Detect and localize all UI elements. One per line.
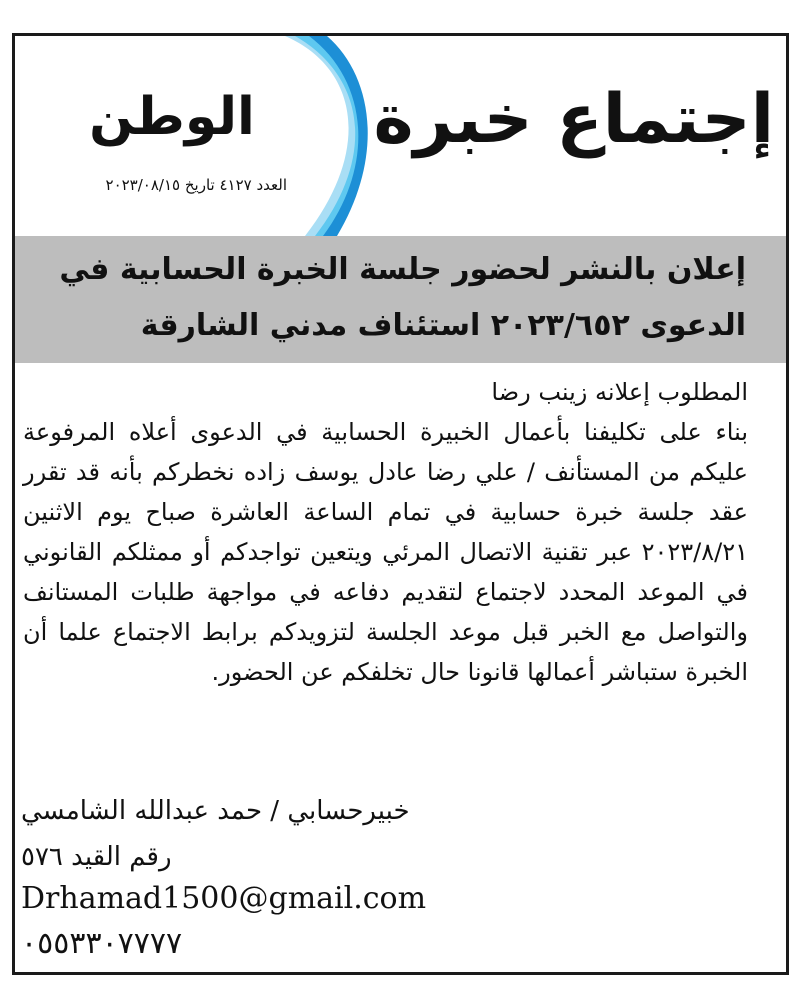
registration-number: رقم القيد ٥٧٦ xyxy=(21,842,172,872)
contact-phone: ٠٥٥٣٣٠٧٧٧٧ xyxy=(21,926,183,961)
notice-title: إجتماع خبرة xyxy=(373,80,774,159)
headline-line-2: الدعوى ٢٠٢٣/٦٥٢ استئناف مدني الشارقة xyxy=(140,308,746,343)
contact-email: Drhamad1500@gmail.com xyxy=(21,881,427,916)
headline-line-1: إعلان بالنشر لحضور جلسة الخبرة الحسابية في xyxy=(59,252,746,287)
notice-paragraph: بناء على تكليفنا بأعمال الخبيرة الحسابية في الدعوى أعلاه المرفوعة عليكم من المستأنف / علي رضا عادل يوسف زاده نخطركم بأنه قد تقرر عقد جلسة خبرة حسابية في تمام الساعة العاشرة صباح يوم الاثنين ٢٠٢٣/٨/٢١ عبر تقنية الاتصال المرئي ويتعين تواجدكم أو ممثلكم القانوني في الموعد المحدد لاجتماع لتقديم دفاعه في مواجهة طلبات المستانف والتواصل مع الخبر قبل موعد الجلسة لتزويدكم برابط الاجتماع علما أن الخبرة ستباشر أعمالها قانونا حال تخلفكم عن الحضور. xyxy=(23,418,748,686)
addressee-line: المطلوب إعلانه زينب رضا xyxy=(491,378,748,406)
notice-frame xyxy=(12,33,789,975)
masthead xyxy=(15,36,786,236)
newspaper-swoosh-graphic xyxy=(265,36,375,236)
signature-block xyxy=(21,788,410,880)
newspaper-logo: الوطن xyxy=(89,87,255,147)
issue-date-line: العدد ٤١٢٧ تاريخ ٢٠٢٣/٠٨/١٥ xyxy=(105,176,287,194)
notice-body xyxy=(15,372,786,692)
expert-name: خبيرحسابي / حمد عبدالله الشامسي xyxy=(21,796,410,826)
headline-banner xyxy=(15,236,786,363)
